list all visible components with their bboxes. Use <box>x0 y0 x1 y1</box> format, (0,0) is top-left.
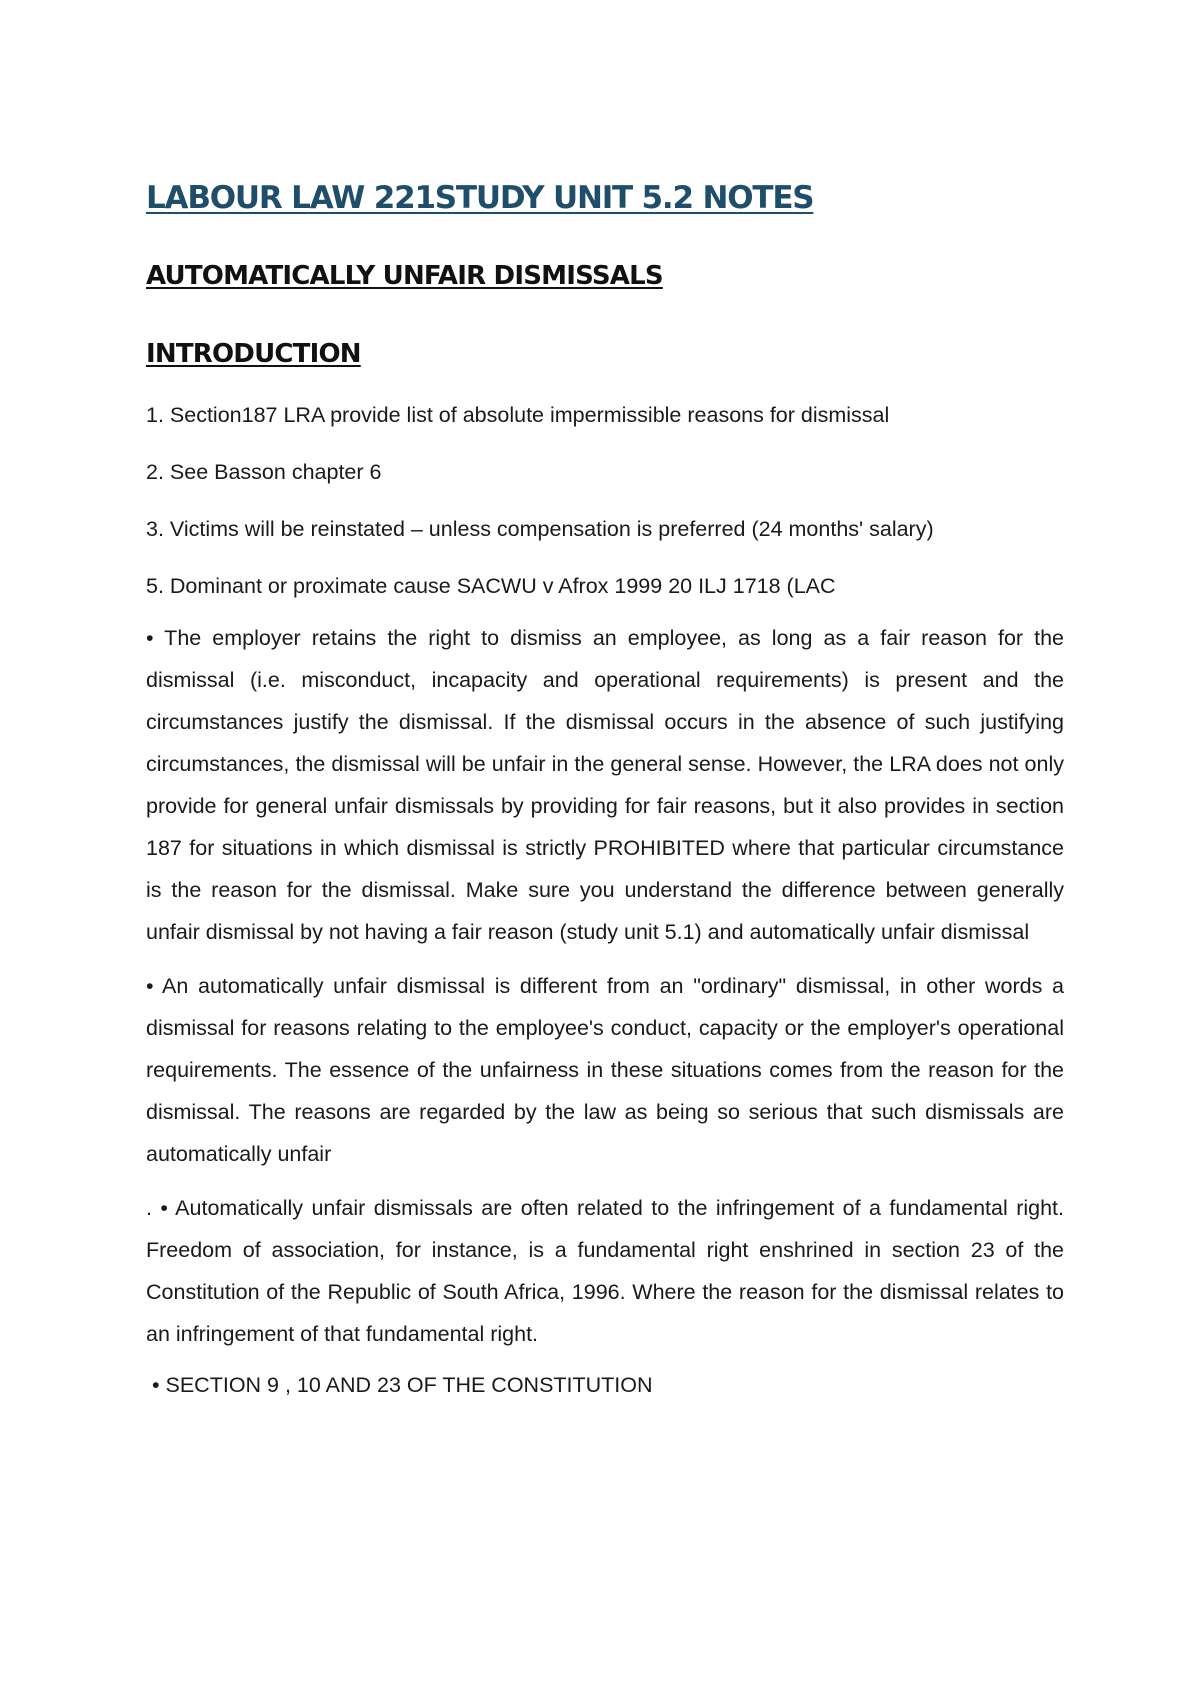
list-item: 3. Victims will be reinstated – unless compensation is preferred (24 months' salary) <box>146 516 934 541</box>
heading-introduction: INTRODUCTION <box>146 339 361 370</box>
paragraph-ordinary-dismissal: • An automatically unfair dismissal is different from an "ordinary" dismissal, in other words a dismissal for reasons relating to the employee's conduct, capacity or the employer's operational requirements. The essence of the unfairness in these situations comes from the reason for the dismissal. The reasons are regarded by the law as being so serious that such dismissals are automatically unfair <box>146 973 1064 1166</box>
section-constitution-line: • SECTION 9 , 10 AND 23 OF THE CONSTITUTION <box>152 1372 653 1397</box>
paragraph-employer-right: • The employer retains the right to dismiss an employee, as long as a fair reason for the dismissal (i.e. misconduct, incapacity and operational requirements) is present and the circumstances justify the dismissal. If the dismissal occurs in the absence of such justifying circumstances, the dismissal will be unfair in the general sense. However, the LRA does not only provide for general unfair dismissals by providing for fair reasons, but it also provides in section 187 for situations in which dismissal is strictly PROHIBITED where that particular circumstance is the reason for the dismissal. Make sure you understand the difference between generally unfair dismissal by not having a fair reason (study unit 5.1) and automatically unfair dismissal <box>146 625 1064 944</box>
list-item: 2. See Basson chapter 6 <box>146 459 382 484</box>
document-page <box>146 178 1064 1400</box>
document-title: LABOUR LAW 221STUDY UNIT 5.2 NOTES <box>146 180 814 216</box>
heading-automatically-unfair-dismissals: AUTOMATICALLY UNFAIR DISMISSALS <box>146 261 663 292</box>
paragraph-fundamental-right: . • Automatically unfair dismissals are often related to the infringement of a fundamental right. Freedom of association, for instance, is a fundamental right enshrined in section 23 of the Constitution of the Republic of South Africa, 1996. Where the reason for the dismissal relates to an infringement of that fundamental right. <box>146 1195 1064 1346</box>
list-item: 1. Section187 LRA provide list of absolute impermissible reasons for dismissal <box>146 402 890 427</box>
list-item: 5. Dominant or proximate cause SACWU v Afrox 1999 20 ILJ 1718 (LAC <box>146 573 836 598</box>
